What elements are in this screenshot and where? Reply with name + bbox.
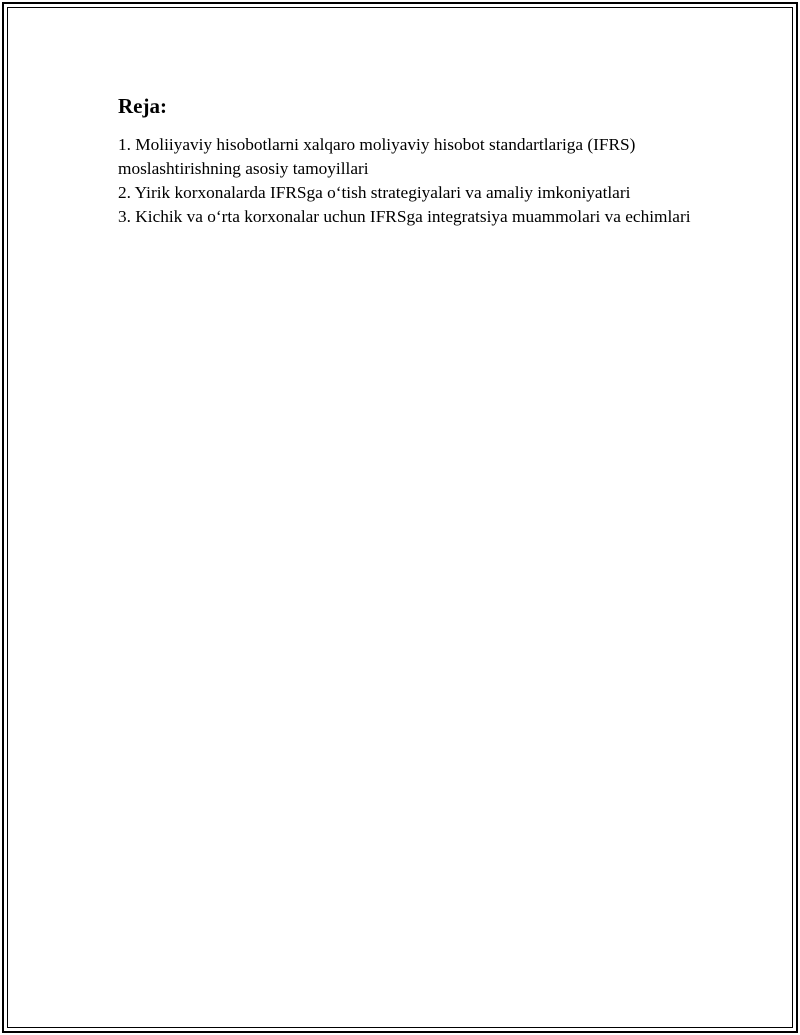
plan-item-3: 3. Kichik va o‘rta korxonalar uchun IFRSga integratsiya muammolari va echimlari [118, 207, 691, 226]
plan-list [118, 133, 698, 229]
page-content [118, 94, 698, 229]
plan-heading: Reja: [118, 94, 167, 118]
plan-item-2: 2. Yirik korxonalarda IFRSga o‘tish strategiyalari va amaliy imkoniyatlari [118, 183, 631, 202]
plan-item-1: 1. Moliiyaviy hisobotlarni xalqaro moliyaviy hisobot standartlariga (IFRS) moslashtirishning asosiy tamoyillari [118, 135, 636, 178]
